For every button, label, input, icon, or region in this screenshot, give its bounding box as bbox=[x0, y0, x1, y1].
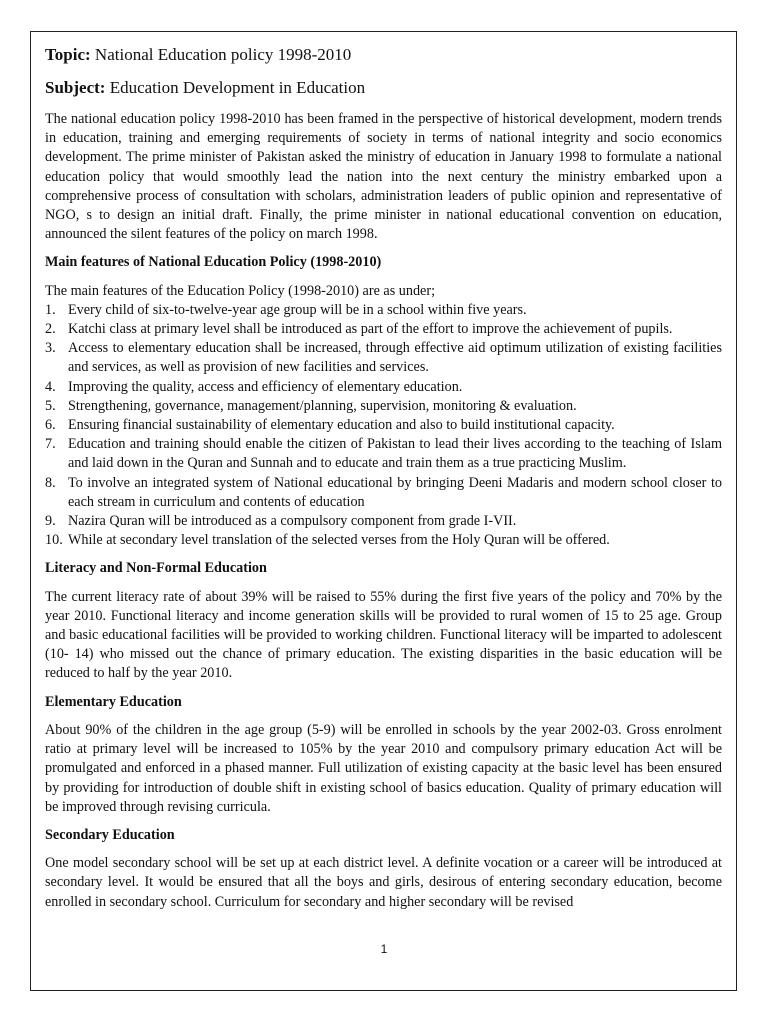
list-item bbox=[45, 416, 722, 435]
list-number: 7. bbox=[45, 436, 56, 453]
page-number: 1 bbox=[380, 942, 388, 956]
list-item bbox=[45, 474, 722, 512]
subject-value: Education Development in Education bbox=[109, 78, 366, 97]
list-number: 1. bbox=[45, 301, 56, 318]
list-item bbox=[45, 435, 722, 473]
topic-line bbox=[45, 44, 722, 66]
list-item-text: Ensuring financial sustainability of elementary education and also to build institutional capacity. bbox=[68, 417, 615, 434]
list-number: 3. bbox=[45, 340, 56, 357]
list-number: 4. bbox=[45, 378, 56, 395]
document-body bbox=[45, 44, 722, 921]
list-item-text: Every child of six-to-twelve-year age group will be in a school within five years. bbox=[68, 301, 527, 318]
list-number: 2. bbox=[45, 321, 56, 338]
list-number: 10. bbox=[45, 532, 63, 549]
subject-label: Subject: bbox=[45, 78, 106, 97]
list-item-text: Strengthening, governance, management/planning, supervision, monitoring & evaluation. bbox=[68, 397, 577, 414]
list-item-text: To involve an integrated system of National educational by bringing Deeni Madaris and modern school closer to each stream in curriculum and contents of education bbox=[68, 474, 722, 510]
intro-paragraph: The national education policy 1998-2010 has been framed in the perspective of historical development, modern trends in education, training and emerging requirements of society in terms of national integrity and socio economics development. The prime minister of Pakistan asked the ministry of education in January 1998 to formulate a national education policy that would smoothly lead the nation into the next century the ministry embarked upon a comprehensive process of consultation with scholars, administration leaders of public opinion and representative of NGO, s to design an initial draft. Finally, the prime minister in national educational convention on education, announced the silent features of the policy on march 1998. bbox=[45, 111, 722, 243]
list-item bbox=[45, 397, 722, 416]
literacy-paragraph: The current literacy rate of about 39% will be raised to 55% during the first five years of the policy and 70% by the year 2010. Functional literacy and income generation skills will be provided to rural women of 15 to 25 age. Group and basic educational facilities will be provided to working children. Functional literacy will be imparted to adolescent (10- 14) who missed out the chance of primary education. The existing disparities in the basic education will be reduced to half by the year 2010. bbox=[45, 588, 722, 682]
literacy-heading: Literacy and Non-Formal Education bbox=[45, 560, 267, 577]
list-number: 8. bbox=[45, 474, 56, 491]
features-lead: The main features of the Education Policy (1998-2010) are as under; bbox=[45, 282, 436, 299]
subject-line bbox=[45, 77, 722, 99]
list-item bbox=[45, 378, 722, 397]
list-item-text: Education and training should enable the citizen of Pakistan to lead their lives according to the teaching of Islam and laid down in the Quran and Sunnah and to educate and train them as a true practicing Muslim. bbox=[68, 436, 722, 472]
list-number: 6. bbox=[45, 417, 56, 434]
list-number: 5. bbox=[45, 397, 56, 414]
list-item-text: Access to elementary education shall be increased, through effective aid optimum utilization of existing facilities and services, as well as provision of new facilities and services. bbox=[68, 340, 722, 376]
secondary-paragraph: One model secondary school will be set up at each district level. A definite vocation or a career will be introduced at secondary level. It would be ensured that all the boys and girls, desirous of entering secondary education, become enrolled in secondary school. Curriculum for secondary and higher secondary will be revised bbox=[45, 855, 722, 910]
features-heading: Main features of National Education Policy (1998-2010) bbox=[45, 254, 382, 271]
list-item bbox=[45, 512, 722, 531]
list-item-text: Improving the quality, access and efficiency of elementary education. bbox=[68, 378, 463, 395]
list-item-text: Katchi class at primary level shall be introduced as part of the effort to improve the achievement of pupils. bbox=[68, 321, 673, 338]
list-item bbox=[45, 339, 722, 377]
topic-value: National Education policy 1998-2010 bbox=[94, 45, 352, 64]
elementary-heading: Elementary Education bbox=[45, 693, 182, 710]
topic-label: Topic: bbox=[45, 45, 91, 64]
list-item bbox=[45, 320, 722, 339]
list-item-text: While at secondary level translation of the selected verses from the Holy Quran will be offered. bbox=[68, 532, 610, 549]
list-item bbox=[45, 531, 722, 550]
list-item bbox=[45, 301, 722, 320]
list-item-text: Nazira Quran will be introduced as a compulsory component from grade I-VII. bbox=[68, 513, 517, 530]
features-list bbox=[45, 301, 722, 551]
list-number: 9. bbox=[45, 513, 56, 530]
secondary-heading: Secondary Education bbox=[45, 826, 175, 843]
elementary-paragraph: About 90% of the children in the age group (5-9) will be enrolled in schools by the year 2002-03. Gross enrolment ratio at primary level will be increased to 105% by the year 2010 and compulsory primary education Act will be promulgated and enforced in a phased manner. Full utilization of existing capacity at the basic level has been ensured by providing for introduction of double shift in existing school of basics education. Quality of primary education will be improved through revising curricula. bbox=[45, 721, 722, 815]
